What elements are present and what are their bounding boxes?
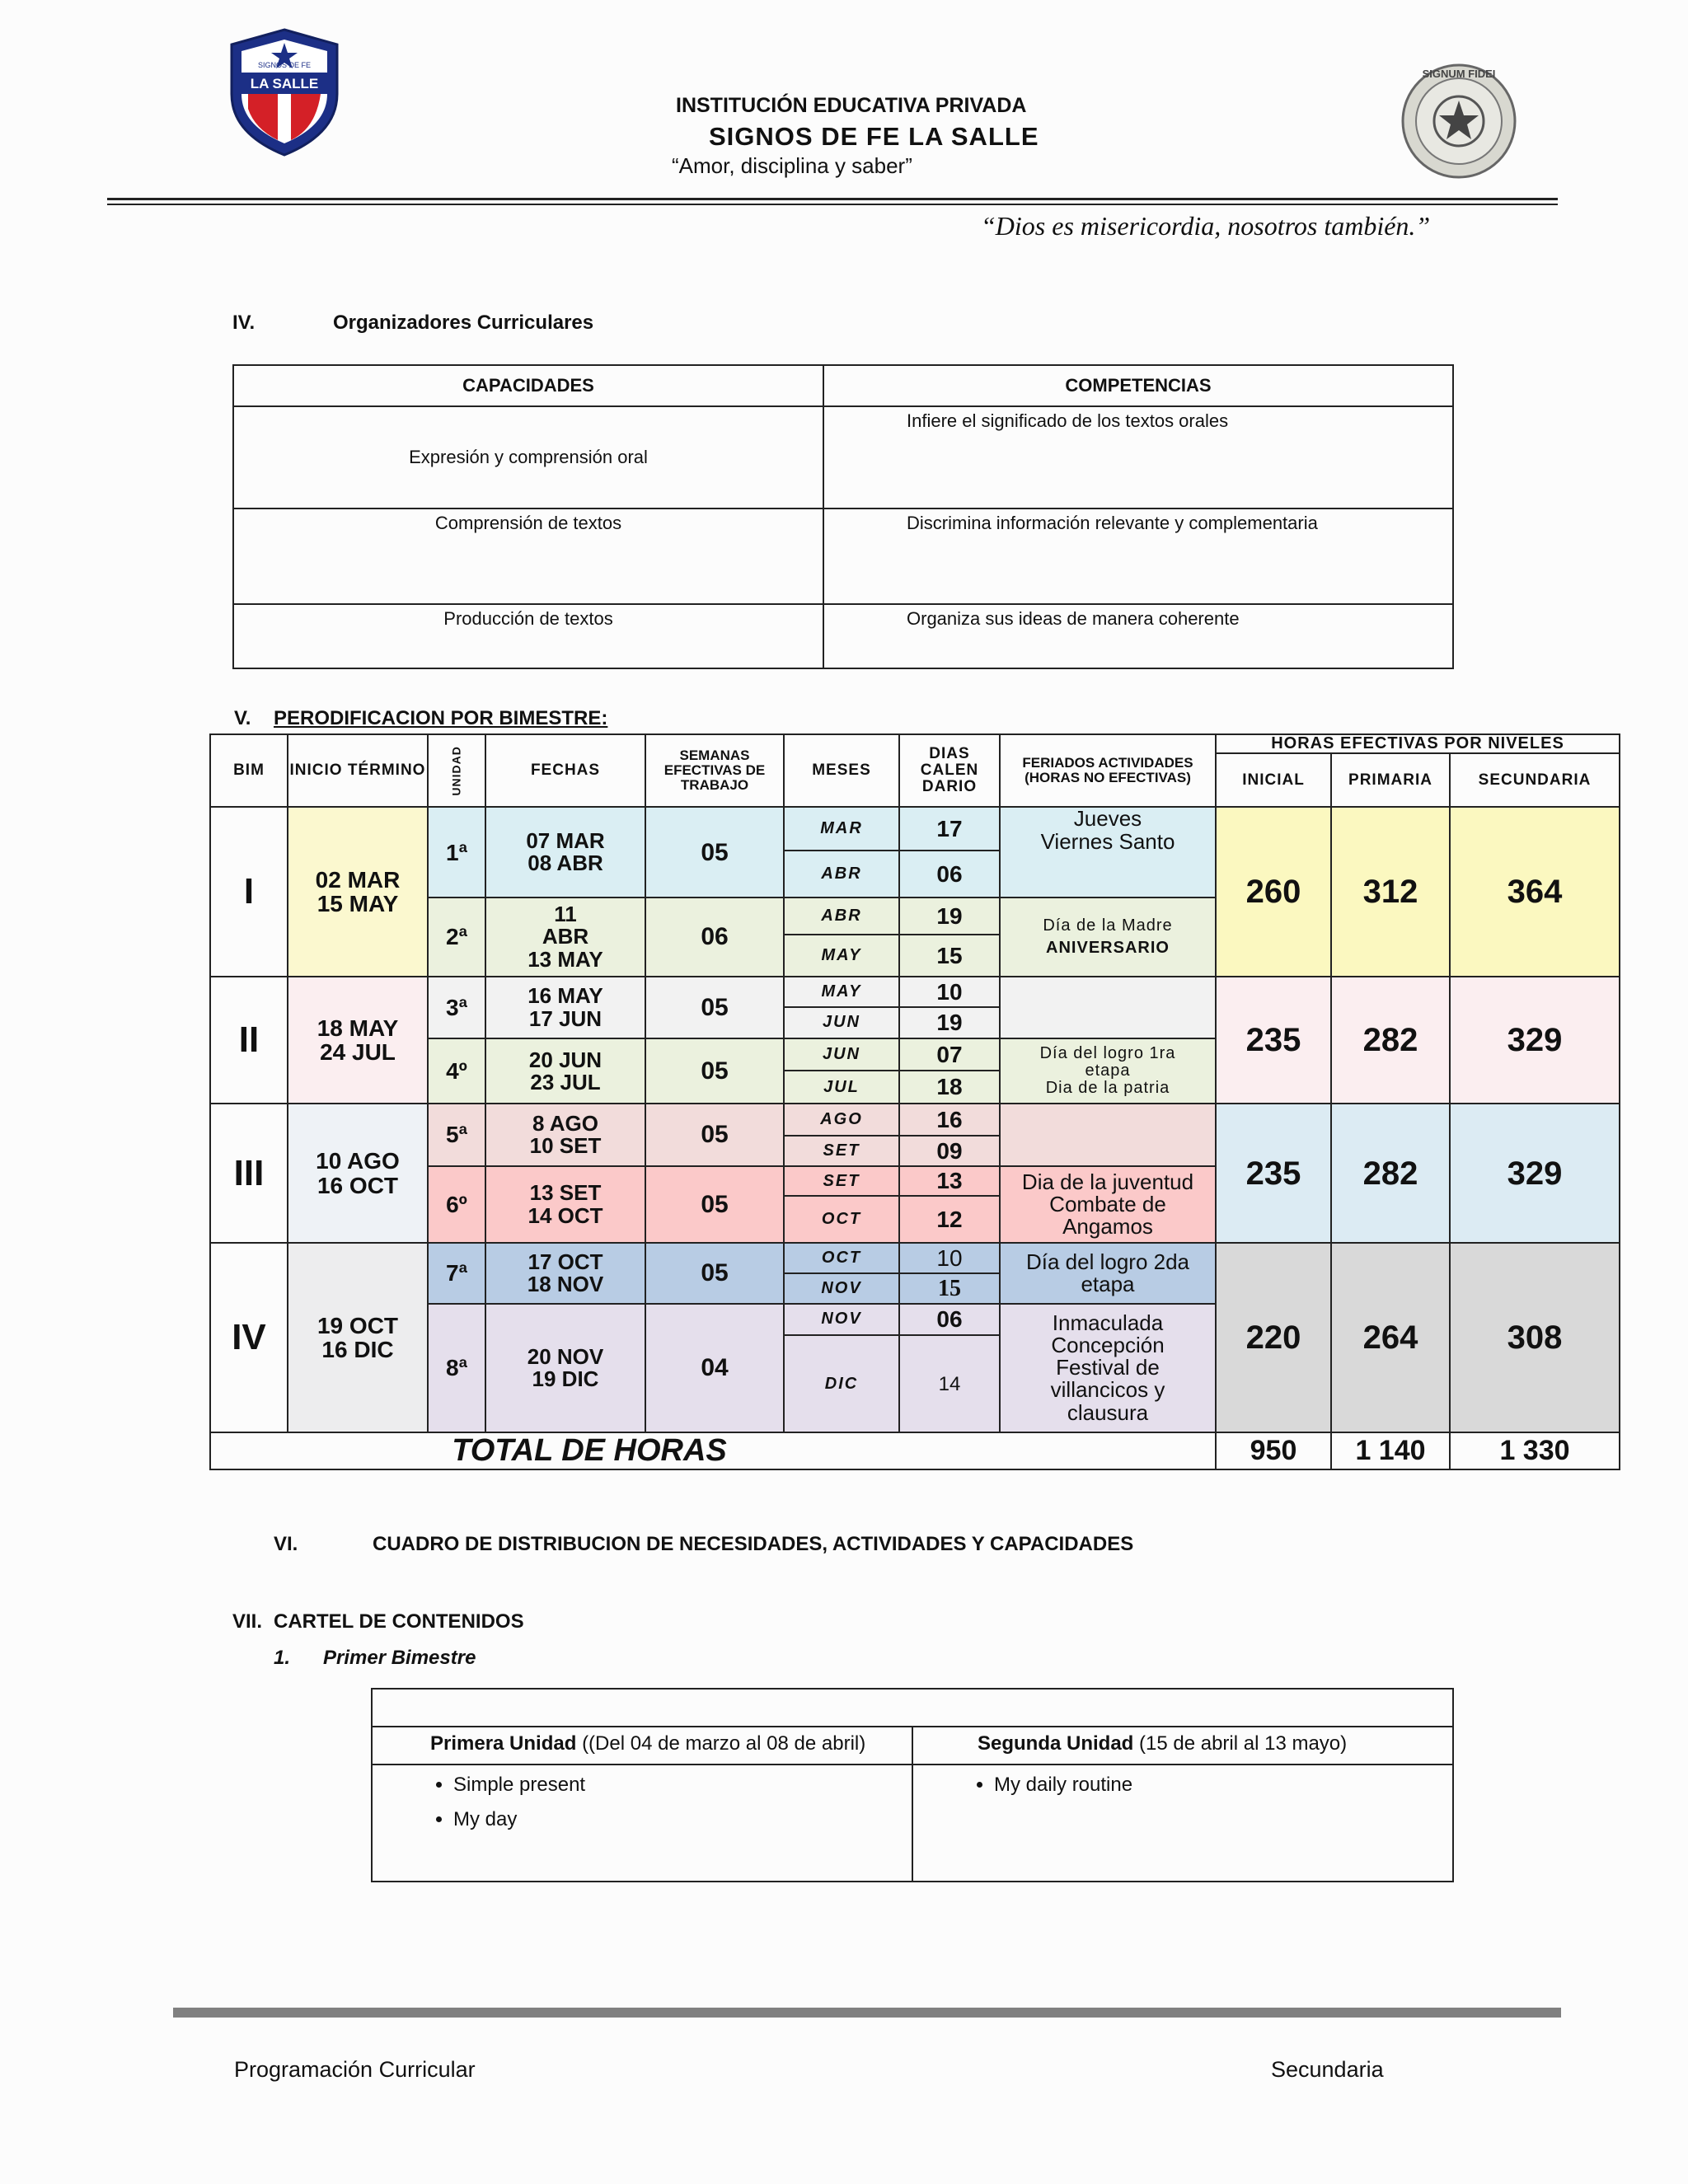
feriados-cell: [1000, 1038, 1216, 1104]
header-unidad: [428, 734, 485, 807]
fecha-fin: 17 JUN: [528, 1005, 603, 1031]
feriado-line: ANIVERSARIO: [1046, 939, 1170, 958]
mes-cell: JUN: [784, 1007, 899, 1039]
header-inicio-termino: INICIO TÉRMINO: [288, 734, 428, 807]
mes-cell: SET: [784, 1136, 899, 1166]
feriado-line: villancicos y: [1050, 1377, 1165, 1403]
unidad-fechas: [485, 1038, 645, 1104]
fecha-inicio: 20 JUN: [528, 1047, 603, 1072]
horas-primaria: 282: [1331, 977, 1450, 1104]
total-primaria: 1 140: [1331, 1432, 1450, 1469]
feriados-cell: [1000, 1304, 1216, 1433]
semanas-efectivas: 05: [645, 1243, 784, 1303]
horas-inicial: 235: [1216, 1104, 1331, 1243]
fecha-fin: 18 NOV: [527, 1271, 604, 1296]
dias-cell: 12: [899, 1196, 1000, 1243]
bimestre-end: 15 MAY: [316, 891, 399, 917]
dias-cell: 09: [899, 1136, 1000, 1166]
bimestre-end: 16 OCT: [316, 1172, 399, 1198]
bimestre-dates: [288, 807, 428, 976]
competencia-cell: Infiere el significado de los textos orales: [823, 406, 1453, 509]
fecha-inicio: 13 SET: [529, 1180, 602, 1206]
unidad-1-label: Primera Unidad: [430, 1732, 577, 1755]
contenidos-table: [371, 1688, 1454, 1882]
mes-cell: JUL: [784, 1071, 899, 1104]
mes-cell: MAY: [784, 935, 899, 977]
dias-cell: 06: [899, 851, 1000, 898]
dias-cell: 19: [899, 898, 1000, 935]
unidad-fechas: [485, 1166, 645, 1244]
bimestre-roman: IV: [210, 1243, 288, 1432]
list-item: • My day: [453, 1808, 897, 1831]
periodificacion-table: [209, 733, 1620, 1470]
unidad-number: 1ª: [428, 807, 485, 898]
feriados-cell: [1000, 898, 1216, 977]
header-secundaria: SECUNDARIA: [1450, 753, 1620, 807]
mes-cell: NOV: [784, 1304, 899, 1336]
competencia-cell: Organiza sus ideas de manera coherente: [823, 604, 1453, 668]
header-horas-efectivas: HORAS EFECTIVAS POR NIVELES: [1216, 734, 1620, 753]
header-fechas: FECHAS: [485, 734, 645, 807]
section-5-title: PERODIFICACION POR BIMESTRE:: [274, 707, 608, 729]
feriado-line: etapa: [1085, 1062, 1131, 1080]
bimestre-start: 18 MAY: [316, 1015, 399, 1041]
fecha-fin: 14 OCT: [528, 1202, 603, 1228]
fecha-inicio: 17 OCT: [528, 1249, 603, 1274]
mes-cell: SET: [784, 1166, 899, 1197]
header-meses: MESES: [784, 734, 899, 807]
feriado-line: Concepción: [1051, 1332, 1165, 1357]
unidad-2-header: [912, 1727, 1453, 1765]
dias-cell: 15: [899, 1273, 1000, 1304]
dias-cell: 18: [899, 1071, 1000, 1104]
bimestre-roman: III: [210, 1104, 288, 1243]
feriado-line: clausura: [1067, 1399, 1149, 1425]
horas-inicial: 260: [1216, 807, 1331, 976]
capacidad-cell: Expresión y comprensión oral: [233, 406, 823, 509]
capacidad-cell: Producción de textos: [233, 604, 823, 668]
dias-cell: 17: [899, 807, 1000, 851]
bimestre-roman: I: [210, 807, 288, 976]
section-7-title: CARTEL DE CONTENIDOS: [274, 1610, 524, 1633]
unidad-number: 5ª: [428, 1104, 485, 1165]
fecha-inicio: 11: [554, 902, 577, 927]
mes-cell: NOV: [784, 1273, 899, 1304]
section-7-number: VII.: [232, 1610, 263, 1633]
fecha-inicio: 8 AGO: [532, 1110, 598, 1136]
subsection-number: 1.: [274, 1647, 291, 1669]
unidad-1-list: [387, 1774, 897, 1831]
bimestre-end: 24 JUL: [320, 1039, 396, 1066]
header-quote: “Dios es misericordia, nosotros también.”: [981, 211, 1431, 241]
unidad-number: 6º: [428, 1166, 485, 1244]
header-rule: [107, 198, 1558, 200]
unidad-fechas: [485, 1243, 645, 1303]
dias-cell: 13: [899, 1166, 1000, 1197]
section-6-number: VI.: [274, 1533, 298, 1555]
header-bim: BIM: [210, 734, 288, 807]
horas-secundaria: 329: [1450, 977, 1620, 1104]
footer-rule: [173, 2008, 1561, 2018]
horas-inicial: 220: [1216, 1243, 1331, 1432]
mes-cell: ABR: [784, 851, 899, 898]
mes-cell: AGO: [784, 1104, 899, 1136]
feriado-line: Festival de: [1056, 1355, 1160, 1380]
organizadores-table: [232, 364, 1454, 669]
competencia-cell: Discrimina información relevante y complementaria: [823, 509, 1453, 604]
horas-secundaria: 364: [1450, 807, 1620, 976]
section-4-number: IV.: [232, 312, 256, 334]
bimestre-dates: [288, 1243, 428, 1432]
school-motto: “Amor, disciplina y saber”: [672, 153, 912, 178]
fecha-fin: 13 MAY: [528, 946, 603, 972]
fecha-inicio: 07 MAR: [526, 828, 605, 854]
semanas-efectivas: 06: [645, 898, 784, 977]
header-rule: [107, 204, 1558, 205]
fecha-inicio: 20 NOV: [527, 1343, 604, 1369]
semanas-efectivas: 05: [645, 1104, 784, 1165]
svg-text:LA SALLE: LA SALLE: [250, 76, 319, 91]
mes-cell: MAY: [784, 977, 899, 1007]
bimestre-start: 02 MAR: [315, 866, 401, 893]
feriado-line: Día de la Madre: [1043, 916, 1173, 935]
institution-type: INSTITUCIÓN EDUCATIVA PRIVADA: [676, 94, 1027, 117]
mes-cell: JUN: [784, 1038, 899, 1071]
unidad-fechas: [485, 807, 645, 898]
total-inicial: 950: [1216, 1432, 1331, 1469]
unidad-2-range: (15 de abril al 13 mayo): [1139, 1732, 1348, 1755]
contenidos-blank-row: [372, 1689, 1453, 1727]
feriado-line: Combate de: [1049, 1191, 1166, 1216]
school-name: SIGNOS DE FE LA SALLE: [709, 122, 1039, 151]
feriado-line: Inmaculada: [1052, 1310, 1164, 1335]
semanas-efectivas: 05: [645, 1166, 784, 1244]
mes-cell: OCT: [784, 1196, 899, 1243]
semanas-efectivas: 05: [645, 1038, 784, 1104]
signum-fidei-seal-logo: [1393, 59, 1525, 183]
unidad-1-header: [372, 1727, 912, 1765]
unidad-2-label: Segunda Unidad: [978, 1732, 1134, 1755]
feriado-line: Dia de la juventud: [1021, 1169, 1194, 1194]
la-salle-shield-logo: [227, 26, 342, 158]
feriado-line: Angamos: [1062, 1214, 1153, 1240]
dias-cell: 14: [899, 1335, 1000, 1432]
bimestre-start: 10 AGO: [316, 1148, 400, 1174]
list-item: • My daily routine: [994, 1774, 1437, 1797]
unidad-fechas: [485, 1104, 645, 1165]
horas-secundaria: 329: [1450, 1104, 1620, 1243]
unidad-1-contents: [372, 1765, 912, 1882]
unidad-number: 2ª: [428, 898, 485, 977]
unidad-number: 7ª: [428, 1243, 485, 1303]
bimestre-end: 16 DIC: [321, 1337, 394, 1363]
svg-text:SIGNOS DE FE: SIGNOS DE FE: [257, 61, 312, 69]
header-unidad-label: UNIDAD: [449, 746, 463, 796]
feriado-line: Jueves: [1073, 806, 1142, 832]
footer-left-text: Programación Curricular: [234, 2057, 476, 2082]
unidad-number: 8ª: [428, 1304, 485, 1433]
mes-cell: ABR: [784, 898, 899, 935]
feriados-cell: [1000, 807, 1216, 898]
svg-text:SIGNUM FIDEI: SIGNUM FIDEI: [1422, 68, 1496, 80]
fecha-fin: 08 ABR: [528, 851, 603, 876]
feriados-cell: [1000, 1243, 1216, 1303]
feriado-line: etapa: [1081, 1271, 1135, 1296]
dias-cell: 07: [899, 1038, 1000, 1071]
total-label: TOTAL DE HORAS: [210, 1432, 1216, 1469]
bimestre-dates: [288, 1104, 428, 1243]
feriados-cell-empty: [1000, 977, 1216, 1038]
semanas-efectivas: 05: [645, 807, 784, 898]
mes-cell: MAR: [784, 807, 899, 851]
bimestre-start: 19 OCT: [316, 1312, 399, 1338]
bimestre-roman: II: [210, 977, 288, 1104]
unidad-number: 4º: [428, 1038, 485, 1104]
header-competencias: COMPETENCIAS: [823, 365, 1453, 406]
section-5-number: V.: [234, 707, 251, 729]
feriados-cell: [1000, 1166, 1216, 1244]
unidad-fechas: [485, 977, 645, 1038]
fecha-fin: 10 SET: [529, 1133, 602, 1159]
unidad-2-contents: [912, 1765, 1453, 1882]
total-secundaria: 1 330: [1450, 1432, 1620, 1469]
mes-cell: OCT: [784, 1243, 899, 1273]
list-item: • Simple present: [453, 1774, 897, 1797]
section-4-title: Organizadores Curriculares: [333, 312, 594, 334]
dias-cell: 15: [899, 935, 1000, 977]
header-capacidades: CAPACIDADES: [233, 365, 823, 406]
horas-primaria: 264: [1331, 1243, 1450, 1432]
footer-right-text: Secundaria: [1271, 2057, 1384, 2082]
feriados-cell-empty: [1000, 1104, 1216, 1165]
section-6-title: CUADRO DE DISTRIBUCION DE NECESIDADES, ACTIVIDADES Y CAPACIDADES: [373, 1533, 1134, 1555]
semanas-efectivas: 04: [645, 1304, 784, 1433]
header-inicial: INICIAL: [1216, 753, 1331, 807]
unidad-1-range: ((Del 04 de marzo al 08 de abril): [582, 1732, 866, 1755]
dias-cell: 19: [899, 1007, 1000, 1039]
unidad-number: 3ª: [428, 977, 485, 1038]
fecha-fin: 19 DIC: [532, 1366, 599, 1391]
header-primaria: PRIMARIA: [1331, 753, 1450, 807]
horas-primaria: 312: [1331, 807, 1450, 976]
subsection-title: Primer Bimestre: [323, 1647, 476, 1669]
dias-cell: 10: [899, 1243, 1000, 1273]
dias-cell: 16: [899, 1104, 1000, 1136]
fecha-fin: 23 JUL: [530, 1069, 601, 1094]
dias-cell: 10: [899, 977, 1000, 1007]
unidad-fechas: [485, 898, 645, 977]
feriado-line: Viernes Santo: [1040, 828, 1175, 854]
horas-primaria: 282: [1331, 1104, 1450, 1243]
fecha-inicio: 16 MAY: [528, 983, 603, 1009]
horas-secundaria: 308: [1450, 1243, 1620, 1432]
header-semanas: SEMANAS EFECTIVAS DE TRABAJO: [645, 734, 784, 807]
dias-cell: 06: [899, 1304, 1000, 1336]
unidad-fechas: [485, 1304, 645, 1433]
unidad-2-list: [928, 1774, 1437, 1797]
feriado-line: Día del logro 2da: [1025, 1249, 1190, 1274]
fecha-mid: ABR: [542, 924, 589, 949]
header-feriados: FERIADOS ACTIVIDADES (HORAS NO EFECTIVAS): [1000, 734, 1216, 807]
capacidad-cell: Comprensión de textos: [233, 509, 823, 604]
bimestre-dates: [288, 977, 428, 1104]
feriado-line: Día del logro 1ra: [1039, 1044, 1176, 1063]
horas-inicial: 235: [1216, 977, 1331, 1104]
feriado-line: Dia de la patria: [1045, 1079, 1170, 1098]
mes-cell: DIC: [784, 1335, 899, 1432]
semanas-efectivas: 05: [645, 977, 784, 1038]
header-dias: DIAS CALEN DARIO: [899, 734, 1000, 807]
